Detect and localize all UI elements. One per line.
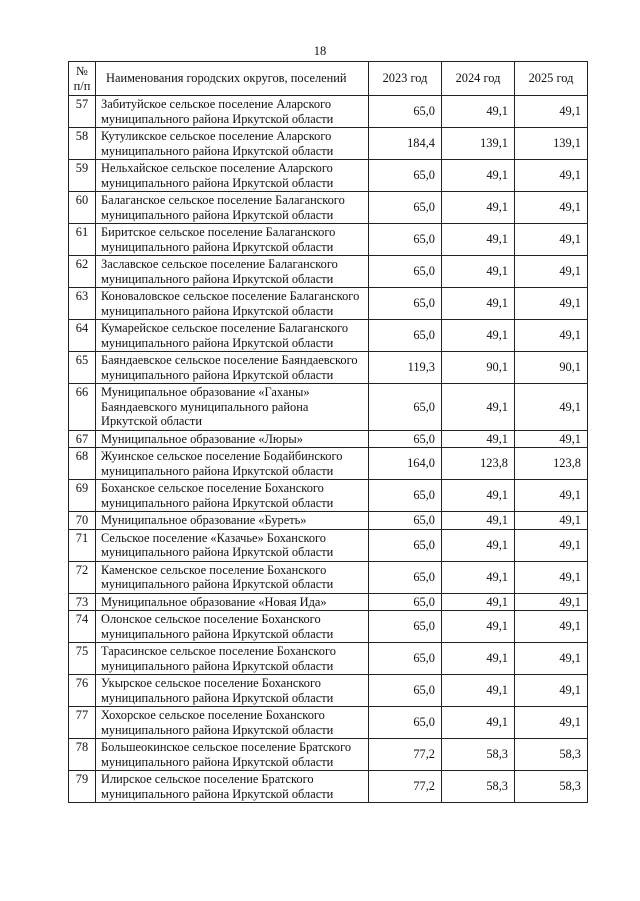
row-value-2025: 49,1 [515,611,588,643]
row-value-2023: 65,0 [369,288,442,320]
row-name: Баяндаевское сельское поселение Баяндаевского муниципального района Иркутской области [96,352,369,384]
row-value-2024: 49,1 [442,256,515,288]
row-value-2025: 49,1 [515,643,588,675]
row-value-2023: 77,2 [369,771,442,803]
row-name: Балаганское сельское поселение Балаганского муниципального района Иркутской области [96,192,369,224]
row-value-2023: 184,4 [369,128,442,160]
row-name: Заславское сельское поселение Балаганского муниципального района Иркутской области [96,256,369,288]
row-value-2025: 49,1 [515,224,588,256]
row-value-2024: 49,1 [442,611,515,643]
table-row [69,529,588,561]
table-header-row [69,62,588,96]
row-value-2024: 49,1 [442,160,515,192]
table-row [69,128,588,160]
table-row [69,160,588,192]
row-value-2025: 90,1 [515,352,588,384]
row-value-2025: 49,1 [515,675,588,707]
row-value-2023: 119,3 [369,352,442,384]
row-value-2025: 58,3 [515,771,588,803]
table-row [69,611,588,643]
table-row [69,384,588,431]
row-number: 76 [69,675,96,707]
row-value-2023: 65,0 [369,96,442,128]
header-2025: 2025 год [515,62,588,96]
table-row [69,593,588,611]
row-value-2024: 49,1 [442,480,515,512]
table-row [69,256,588,288]
table-row [69,512,588,530]
row-value-2023: 65,0 [369,643,442,675]
row-number: 64 [69,320,96,352]
row-value-2025: 49,1 [515,288,588,320]
row-value-2025: 49,1 [515,480,588,512]
row-value-2023: 65,0 [369,529,442,561]
row-value-2025: 49,1 [515,384,588,431]
table-row [69,675,588,707]
row-value-2025: 49,1 [515,430,588,448]
row-number: 58 [69,128,96,160]
row-name: Хохорское сельское поселение Боханского муниципального района Иркутской области [96,707,369,739]
row-value-2024: 49,1 [442,192,515,224]
table-row [69,771,588,803]
row-name: Муниципальное образование «Гаханы» Баяндаевского муниципального района Иркутской области [96,384,369,431]
row-value-2025: 49,1 [515,707,588,739]
row-number: 69 [69,480,96,512]
row-value-2024: 58,3 [442,771,515,803]
row-number: 72 [69,561,96,593]
row-value-2024: 58,3 [442,739,515,771]
row-number: 63 [69,288,96,320]
allocation-table [68,61,588,803]
row-name: Биритское сельское поселение Балаганского муниципального района Иркутской области [96,224,369,256]
row-name: Боханское сельское поселение Боханского муниципального района Иркутской области [96,480,369,512]
row-value-2024: 49,1 [442,224,515,256]
row-value-2024: 49,1 [442,320,515,352]
row-name: Муниципальное образование «Люры» [96,430,369,448]
header-2024: 2024 год [442,62,515,96]
row-name: Нельхайское сельское поселение Аларского муниципального района Иркутской области [96,160,369,192]
row-name: Жуинское сельское поселение Бодайбинского муниципального района Иркутской области [96,448,369,480]
row-value-2024: 90,1 [442,352,515,384]
row-value-2025: 49,1 [515,593,588,611]
row-value-2023: 65,0 [369,320,442,352]
header-number: № п/п [69,62,96,96]
row-name: Каменское сельское поселение Боханского муниципального района Иркутской области [96,561,369,593]
row-number: 68 [69,448,96,480]
row-value-2025: 139,1 [515,128,588,160]
row-value-2024: 139,1 [442,128,515,160]
row-number: 67 [69,430,96,448]
row-number: 70 [69,512,96,530]
table-row [69,352,588,384]
row-value-2024: 49,1 [442,96,515,128]
row-value-2023: 65,0 [369,256,442,288]
row-name: Тарасинское сельское поселение Боханского муниципального района Иркутской области [96,643,369,675]
row-value-2023: 65,0 [369,480,442,512]
table-row [69,224,588,256]
row-number: 61 [69,224,96,256]
row-number: 75 [69,643,96,675]
row-value-2023: 65,0 [369,593,442,611]
row-value-2025: 49,1 [515,512,588,530]
row-name: Кутуликское сельское поселение Аларского муниципального района Иркутской области [96,128,369,160]
row-value-2023: 164,0 [369,448,442,480]
row-value-2024: 123,8 [442,448,515,480]
row-number: 73 [69,593,96,611]
header-2023: 2023 год [369,62,442,96]
row-value-2025: 49,1 [515,160,588,192]
row-value-2024: 49,1 [442,288,515,320]
row-name: Коноваловское сельское поселение Балаганского муниципального района Иркутской области [96,288,369,320]
row-value-2025: 49,1 [515,320,588,352]
row-value-2023: 65,0 [369,707,442,739]
table-row [69,707,588,739]
header-name: Наименования городских округов, поселений [96,62,369,96]
table-row [69,448,588,480]
row-number: 78 [69,739,96,771]
table-row [69,320,588,352]
table-row [69,480,588,512]
row-value-2024: 49,1 [442,529,515,561]
row-value-2025: 49,1 [515,96,588,128]
row-value-2023: 65,0 [369,561,442,593]
table-row [69,288,588,320]
row-number: 60 [69,192,96,224]
table-row [69,739,588,771]
row-value-2024: 49,1 [442,384,515,431]
row-name: Кумарейское сельское поселение Балаганского муниципального района Иркутской области [96,320,369,352]
row-name: Олонское сельское поселение Боханского муниципального района Иркутской области [96,611,369,643]
row-value-2025: 58,3 [515,739,588,771]
row-number: 77 [69,707,96,739]
row-value-2023: 65,0 [369,512,442,530]
table-body [69,96,588,803]
row-value-2023: 65,0 [369,192,442,224]
row-value-2023: 65,0 [369,160,442,192]
row-number: 74 [69,611,96,643]
row-value-2024: 49,1 [442,561,515,593]
row-value-2024: 49,1 [442,675,515,707]
row-number: 62 [69,256,96,288]
row-number: 59 [69,160,96,192]
row-value-2023: 65,0 [369,384,442,431]
table-row [69,96,588,128]
row-number: 66 [69,384,96,431]
row-name: Большеокинское сельское поселение Братского муниципального района Иркутской области [96,739,369,771]
row-value-2024: 49,1 [442,430,515,448]
row-value-2023: 77,2 [369,739,442,771]
row-number: 65 [69,352,96,384]
row-value-2025: 123,8 [515,448,588,480]
row-name: Муниципальное образование «Новая Ида» [96,593,369,611]
row-number: 79 [69,771,96,803]
row-value-2025: 49,1 [515,256,588,288]
row-name: Сельское поселение «Казачье» Боханского муниципального района Иркутской области [96,529,369,561]
row-value-2025: 49,1 [515,561,588,593]
row-name: Укырское сельское поселение Боханского муниципального района Иркутской области [96,675,369,707]
row-value-2025: 49,1 [515,192,588,224]
row-name: Муниципальное образование «Буреть» [96,512,369,530]
table-row [69,430,588,448]
row-value-2024: 49,1 [442,643,515,675]
table-row [69,643,588,675]
page-number: 18 [313,44,327,58]
row-number: 71 [69,529,96,561]
row-value-2025: 49,1 [515,529,588,561]
row-name: Илирское сельское поселение Братского муниципального района Иркутской области [96,771,369,803]
row-value-2023: 65,0 [369,224,442,256]
row-number: 57 [69,96,96,128]
row-value-2024: 49,1 [442,707,515,739]
row-value-2023: 65,0 [369,430,442,448]
table-row [69,561,588,593]
row-value-2024: 49,1 [442,593,515,611]
row-value-2023: 65,0 [369,611,442,643]
row-value-2024: 49,1 [442,512,515,530]
row-name: Забитуйское сельское поселение Аларского муниципального района Иркутской области [96,96,369,128]
table-row [69,192,588,224]
row-value-2023: 65,0 [369,675,442,707]
